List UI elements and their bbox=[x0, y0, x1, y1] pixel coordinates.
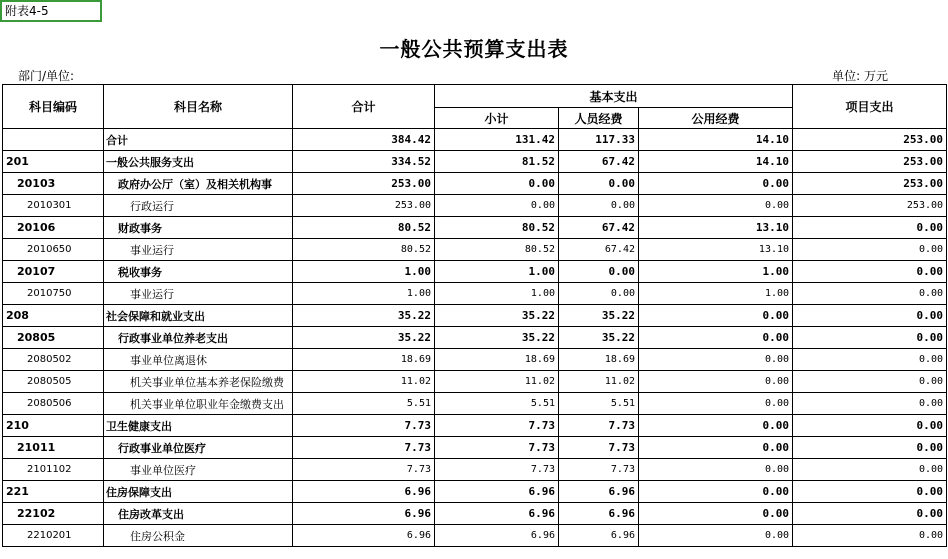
cell-personnel[interactable]: 67.42 bbox=[559, 239, 639, 261]
cell-code[interactable]: 2210201 bbox=[3, 525, 104, 547]
cell-personnel[interactable]: 67.42 bbox=[559, 217, 639, 239]
cell-code[interactable]: 2010650 bbox=[3, 239, 104, 261]
table-row bbox=[3, 283, 947, 305]
cell-total[interactable]: 384.42 bbox=[293, 129, 435, 151]
header-personnel[interactable]: 人员经费 bbox=[559, 108, 639, 129]
table-row bbox=[3, 305, 947, 327]
cell-code[interactable]: 208 bbox=[3, 305, 104, 327]
cell-personnel[interactable]: 0.00 bbox=[559, 173, 639, 195]
header-code[interactable]: 科目编码 bbox=[3, 85, 104, 129]
table-row bbox=[3, 239, 947, 261]
cell-name[interactable]: 机关事业单位职业年金缴费支出 bbox=[104, 393, 293, 415]
cell-project[interactable]: 253.00 bbox=[793, 195, 947, 217]
cell-personnel[interactable]: 5.51 bbox=[559, 393, 639, 415]
cell-name[interactable]: 住房保障支出 bbox=[104, 481, 293, 503]
cell-public[interactable]: 0.00 bbox=[639, 349, 793, 371]
cell-name[interactable]: 行政运行 bbox=[104, 195, 293, 217]
cell-public[interactable]: 0.00 bbox=[639, 393, 793, 415]
cell-name[interactable]: 税收事务 bbox=[104, 261, 293, 283]
cell-total[interactable]: 334.52 bbox=[293, 151, 435, 173]
cell-name[interactable]: 行政事业单位养老支出 bbox=[104, 327, 293, 349]
cell-total[interactable]: 6.96 bbox=[293, 525, 435, 547]
cell-subtotal[interactable]: 1.00 bbox=[435, 283, 559, 305]
table-row bbox=[3, 503, 947, 525]
cell-public[interactable]: 0.00 bbox=[639, 415, 793, 437]
cell-personnel[interactable]: 7.73 bbox=[559, 437, 639, 459]
header-project[interactable]: 项目支出 bbox=[793, 85, 947, 129]
cell-subtotal[interactable]: 0.00 bbox=[435, 195, 559, 217]
cell-personnel[interactable]: 18.69 bbox=[559, 349, 639, 371]
cell-total[interactable]: 80.52 bbox=[293, 217, 435, 239]
cell-subtotal[interactable]: 80.52 bbox=[435, 217, 559, 239]
cell-public[interactable]: 0.00 bbox=[639, 305, 793, 327]
cell-name[interactable]: 政府办公厅（室）及相关机构事 bbox=[104, 173, 293, 195]
cell-name[interactable]: 一般公共服务支出 bbox=[104, 151, 293, 173]
cell-name[interactable]: 住房公积金 bbox=[104, 525, 293, 547]
cell-subtotal[interactable]: 7.73 bbox=[435, 459, 559, 481]
cell-personnel[interactable]: 6.96 bbox=[559, 481, 639, 503]
cell-project[interactable]: 0.00 bbox=[793, 305, 947, 327]
cell-total[interactable]: 7.73 bbox=[293, 437, 435, 459]
cell-personnel[interactable]: 0.00 bbox=[559, 195, 639, 217]
cell-code[interactable]: 2010301 bbox=[3, 195, 104, 217]
cell-total[interactable]: 6.96 bbox=[293, 481, 435, 503]
cell-public[interactable]: 0.00 bbox=[639, 481, 793, 503]
cell-public[interactable]: 0.00 bbox=[639, 459, 793, 481]
cell-code[interactable]: 2080505 bbox=[3, 371, 104, 393]
header-subtotal[interactable]: 小计 bbox=[435, 108, 559, 129]
cell-public[interactable]: 0.00 bbox=[639, 195, 793, 217]
cell-personnel[interactable]: 7.73 bbox=[559, 415, 639, 437]
table-row bbox=[3, 173, 947, 195]
cell-name[interactable]: 行政事业单位医疗 bbox=[104, 437, 293, 459]
cell-name[interactable]: 社会保障和就业支出 bbox=[104, 305, 293, 327]
table-row bbox=[3, 393, 947, 415]
cell-total[interactable]: 253.00 bbox=[293, 195, 435, 217]
cell-code[interactable]: 20805 bbox=[3, 327, 104, 349]
cell-total[interactable]: 1.00 bbox=[293, 283, 435, 305]
cell-name[interactable]: 机关事业单位基本养老保险缴费 bbox=[104, 371, 293, 393]
cell-public[interactable]: 13.10 bbox=[639, 217, 793, 239]
cell-project[interactable]: 0.00 bbox=[793, 503, 947, 525]
header-row bbox=[3, 85, 947, 108]
cell-code[interactable] bbox=[3, 129, 104, 151]
cell-code[interactable]: 20107 bbox=[3, 261, 104, 283]
cell-total[interactable]: 18.69 bbox=[293, 349, 435, 371]
cell-code[interactable]: 2101102 bbox=[3, 459, 104, 481]
table-row bbox=[3, 129, 947, 151]
cell-project[interactable]: 0.00 bbox=[793, 525, 947, 547]
cell-project[interactable]: 0.00 bbox=[793, 437, 947, 459]
cell-total[interactable]: 7.73 bbox=[293, 459, 435, 481]
cell-subtotal[interactable]: 131.42 bbox=[435, 129, 559, 151]
cell-code[interactable]: 221 bbox=[3, 481, 104, 503]
cell-total[interactable]: 253.00 bbox=[293, 173, 435, 195]
cell-name[interactable]: 事业运行 bbox=[104, 283, 293, 305]
header-basic[interactable]: 基本支出 bbox=[435, 85, 793, 108]
table-row bbox=[3, 371, 947, 393]
cell-project[interactable]: 253.00 bbox=[793, 151, 947, 173]
cell-project[interactable]: 0.00 bbox=[793, 371, 947, 393]
table-row bbox=[3, 327, 947, 349]
cell-total[interactable]: 1.00 bbox=[293, 261, 435, 283]
table-row bbox=[3, 217, 947, 239]
cell-code[interactable]: 22102 bbox=[3, 503, 104, 525]
cell-total[interactable]: 6.96 bbox=[293, 503, 435, 525]
cell-code[interactable]: 2010750 bbox=[3, 283, 104, 305]
budget-table bbox=[2, 84, 947, 547]
cell-code[interactable]: 201 bbox=[3, 151, 104, 173]
cell-project[interactable]: 0.00 bbox=[793, 261, 947, 283]
cell-personnel[interactable]: 67.42 bbox=[559, 151, 639, 173]
cell-personnel[interactable]: 0.00 bbox=[559, 283, 639, 305]
table-row bbox=[3, 459, 947, 481]
cell-name[interactable]: 事业单位医疗 bbox=[104, 459, 293, 481]
cell-project[interactable]: 0.00 bbox=[793, 415, 947, 437]
cell-public[interactable]: 0.00 bbox=[639, 371, 793, 393]
cell-public[interactable]: 14.10 bbox=[639, 129, 793, 151]
cell-subtotal[interactable]: 11.02 bbox=[435, 371, 559, 393]
cell-name[interactable]: 住房改革支出 bbox=[104, 503, 293, 525]
cell-personnel[interactable]: 7.73 bbox=[559, 459, 639, 481]
cell-subtotal[interactable]: 5.51 bbox=[435, 393, 559, 415]
cell-subtotal[interactable]: 7.73 bbox=[435, 437, 559, 459]
cell-public[interactable]: 13.10 bbox=[639, 239, 793, 261]
cell-name[interactable]: 事业单位离退休 bbox=[104, 349, 293, 371]
cell-project[interactable]: 0.00 bbox=[793, 349, 947, 371]
cell-public[interactable]: 0.00 bbox=[639, 503, 793, 525]
cell-total[interactable]: 80.52 bbox=[293, 239, 435, 261]
cell-personnel[interactable]: 11.02 bbox=[559, 371, 639, 393]
cell-subtotal[interactable]: 0.00 bbox=[435, 173, 559, 195]
table-row bbox=[3, 261, 947, 283]
cell-personnel[interactable]: 6.96 bbox=[559, 525, 639, 547]
page-title: 一般公共预算支出表 bbox=[379, 37, 569, 61]
cell-project[interactable]: 253.00 bbox=[793, 173, 947, 195]
cell-public[interactable]: 14.10 bbox=[639, 151, 793, 173]
cell-name[interactable]: 卫生健康支出 bbox=[104, 415, 293, 437]
header-public[interactable]: 公用经费 bbox=[639, 108, 793, 129]
table-row bbox=[3, 437, 947, 459]
table-row bbox=[3, 525, 947, 547]
table-body bbox=[3, 129, 947, 547]
cell-name[interactable]: 合计 bbox=[104, 129, 293, 151]
cell-subtotal[interactable]: 6.96 bbox=[435, 503, 559, 525]
cell-code[interactable]: 20103 bbox=[3, 173, 104, 195]
cell-personnel[interactable]: 117.33 bbox=[559, 129, 639, 151]
cell-total[interactable]: 11.02 bbox=[293, 371, 435, 393]
cell-public[interactable]: 1.00 bbox=[639, 283, 793, 305]
cell-subtotal[interactable]: 35.22 bbox=[435, 305, 559, 327]
cell-code[interactable]: 20106 bbox=[3, 217, 104, 239]
cell-total[interactable]: 35.22 bbox=[293, 305, 435, 327]
table-row bbox=[3, 195, 947, 217]
table-row bbox=[3, 349, 947, 371]
cell-personnel[interactable]: 0.00 bbox=[559, 261, 639, 283]
cell-public[interactable]: 0.00 bbox=[639, 173, 793, 195]
header-total[interactable]: 合计 bbox=[293, 85, 435, 129]
cell-total[interactable]: 35.22 bbox=[293, 327, 435, 349]
cell-subtotal[interactable]: 7.73 bbox=[435, 415, 559, 437]
unit-label: 单位: 万元 bbox=[832, 69, 888, 83]
cell-code[interactable]: 2080506 bbox=[3, 393, 104, 415]
cell-public[interactable]: 0.00 bbox=[639, 525, 793, 547]
cell-project[interactable]: 0.00 bbox=[793, 393, 947, 415]
cell-personnel[interactable]: 35.22 bbox=[559, 305, 639, 327]
cell-subtotal[interactable]: 81.52 bbox=[435, 151, 559, 173]
cell-public[interactable]: 0.00 bbox=[639, 437, 793, 459]
cell-name[interactable]: 事业运行 bbox=[104, 239, 293, 261]
cell-total[interactable]: 7.73 bbox=[293, 415, 435, 437]
cell-public[interactable]: 1.00 bbox=[639, 261, 793, 283]
cell-subtotal[interactable]: 1.00 bbox=[435, 261, 559, 283]
cell-project[interactable]: 0.00 bbox=[793, 327, 947, 349]
cell-subtotal[interactable]: 18.69 bbox=[435, 349, 559, 371]
table-row bbox=[3, 481, 947, 503]
cell-subtotal[interactable]: 6.96 bbox=[435, 525, 559, 547]
selected-cell-indicator[interactable]: 附表4-5 bbox=[0, 0, 102, 22]
cell-personnel[interactable]: 6.96 bbox=[559, 503, 639, 525]
cell-project[interactable]: 0.00 bbox=[793, 239, 947, 261]
cell-total[interactable]: 5.51 bbox=[293, 393, 435, 415]
cell-project[interactable]: 253.00 bbox=[793, 129, 947, 151]
cell-project[interactable]: 0.00 bbox=[793, 283, 947, 305]
table-row bbox=[3, 415, 947, 437]
cell-project[interactable]: 0.00 bbox=[793, 217, 947, 239]
cell-subtotal[interactable]: 6.96 bbox=[435, 481, 559, 503]
cell-project[interactable]: 0.00 bbox=[793, 481, 947, 503]
cell-subtotal[interactable]: 35.22 bbox=[435, 327, 559, 349]
cell-personnel[interactable]: 35.22 bbox=[559, 327, 639, 349]
cell-code[interactable]: 2080502 bbox=[3, 349, 104, 371]
cell-subtotal[interactable]: 80.52 bbox=[435, 239, 559, 261]
table-row bbox=[3, 151, 947, 173]
department-label: 部门/单位: bbox=[18, 69, 75, 83]
cell-name[interactable]: 财政事务 bbox=[104, 217, 293, 239]
cell-code[interactable]: 210 bbox=[3, 415, 104, 437]
cell-project[interactable]: 0.00 bbox=[793, 459, 947, 481]
cell-code[interactable]: 21011 bbox=[3, 437, 104, 459]
header-name[interactable]: 科目名称 bbox=[104, 85, 293, 129]
cell-public[interactable]: 0.00 bbox=[639, 327, 793, 349]
